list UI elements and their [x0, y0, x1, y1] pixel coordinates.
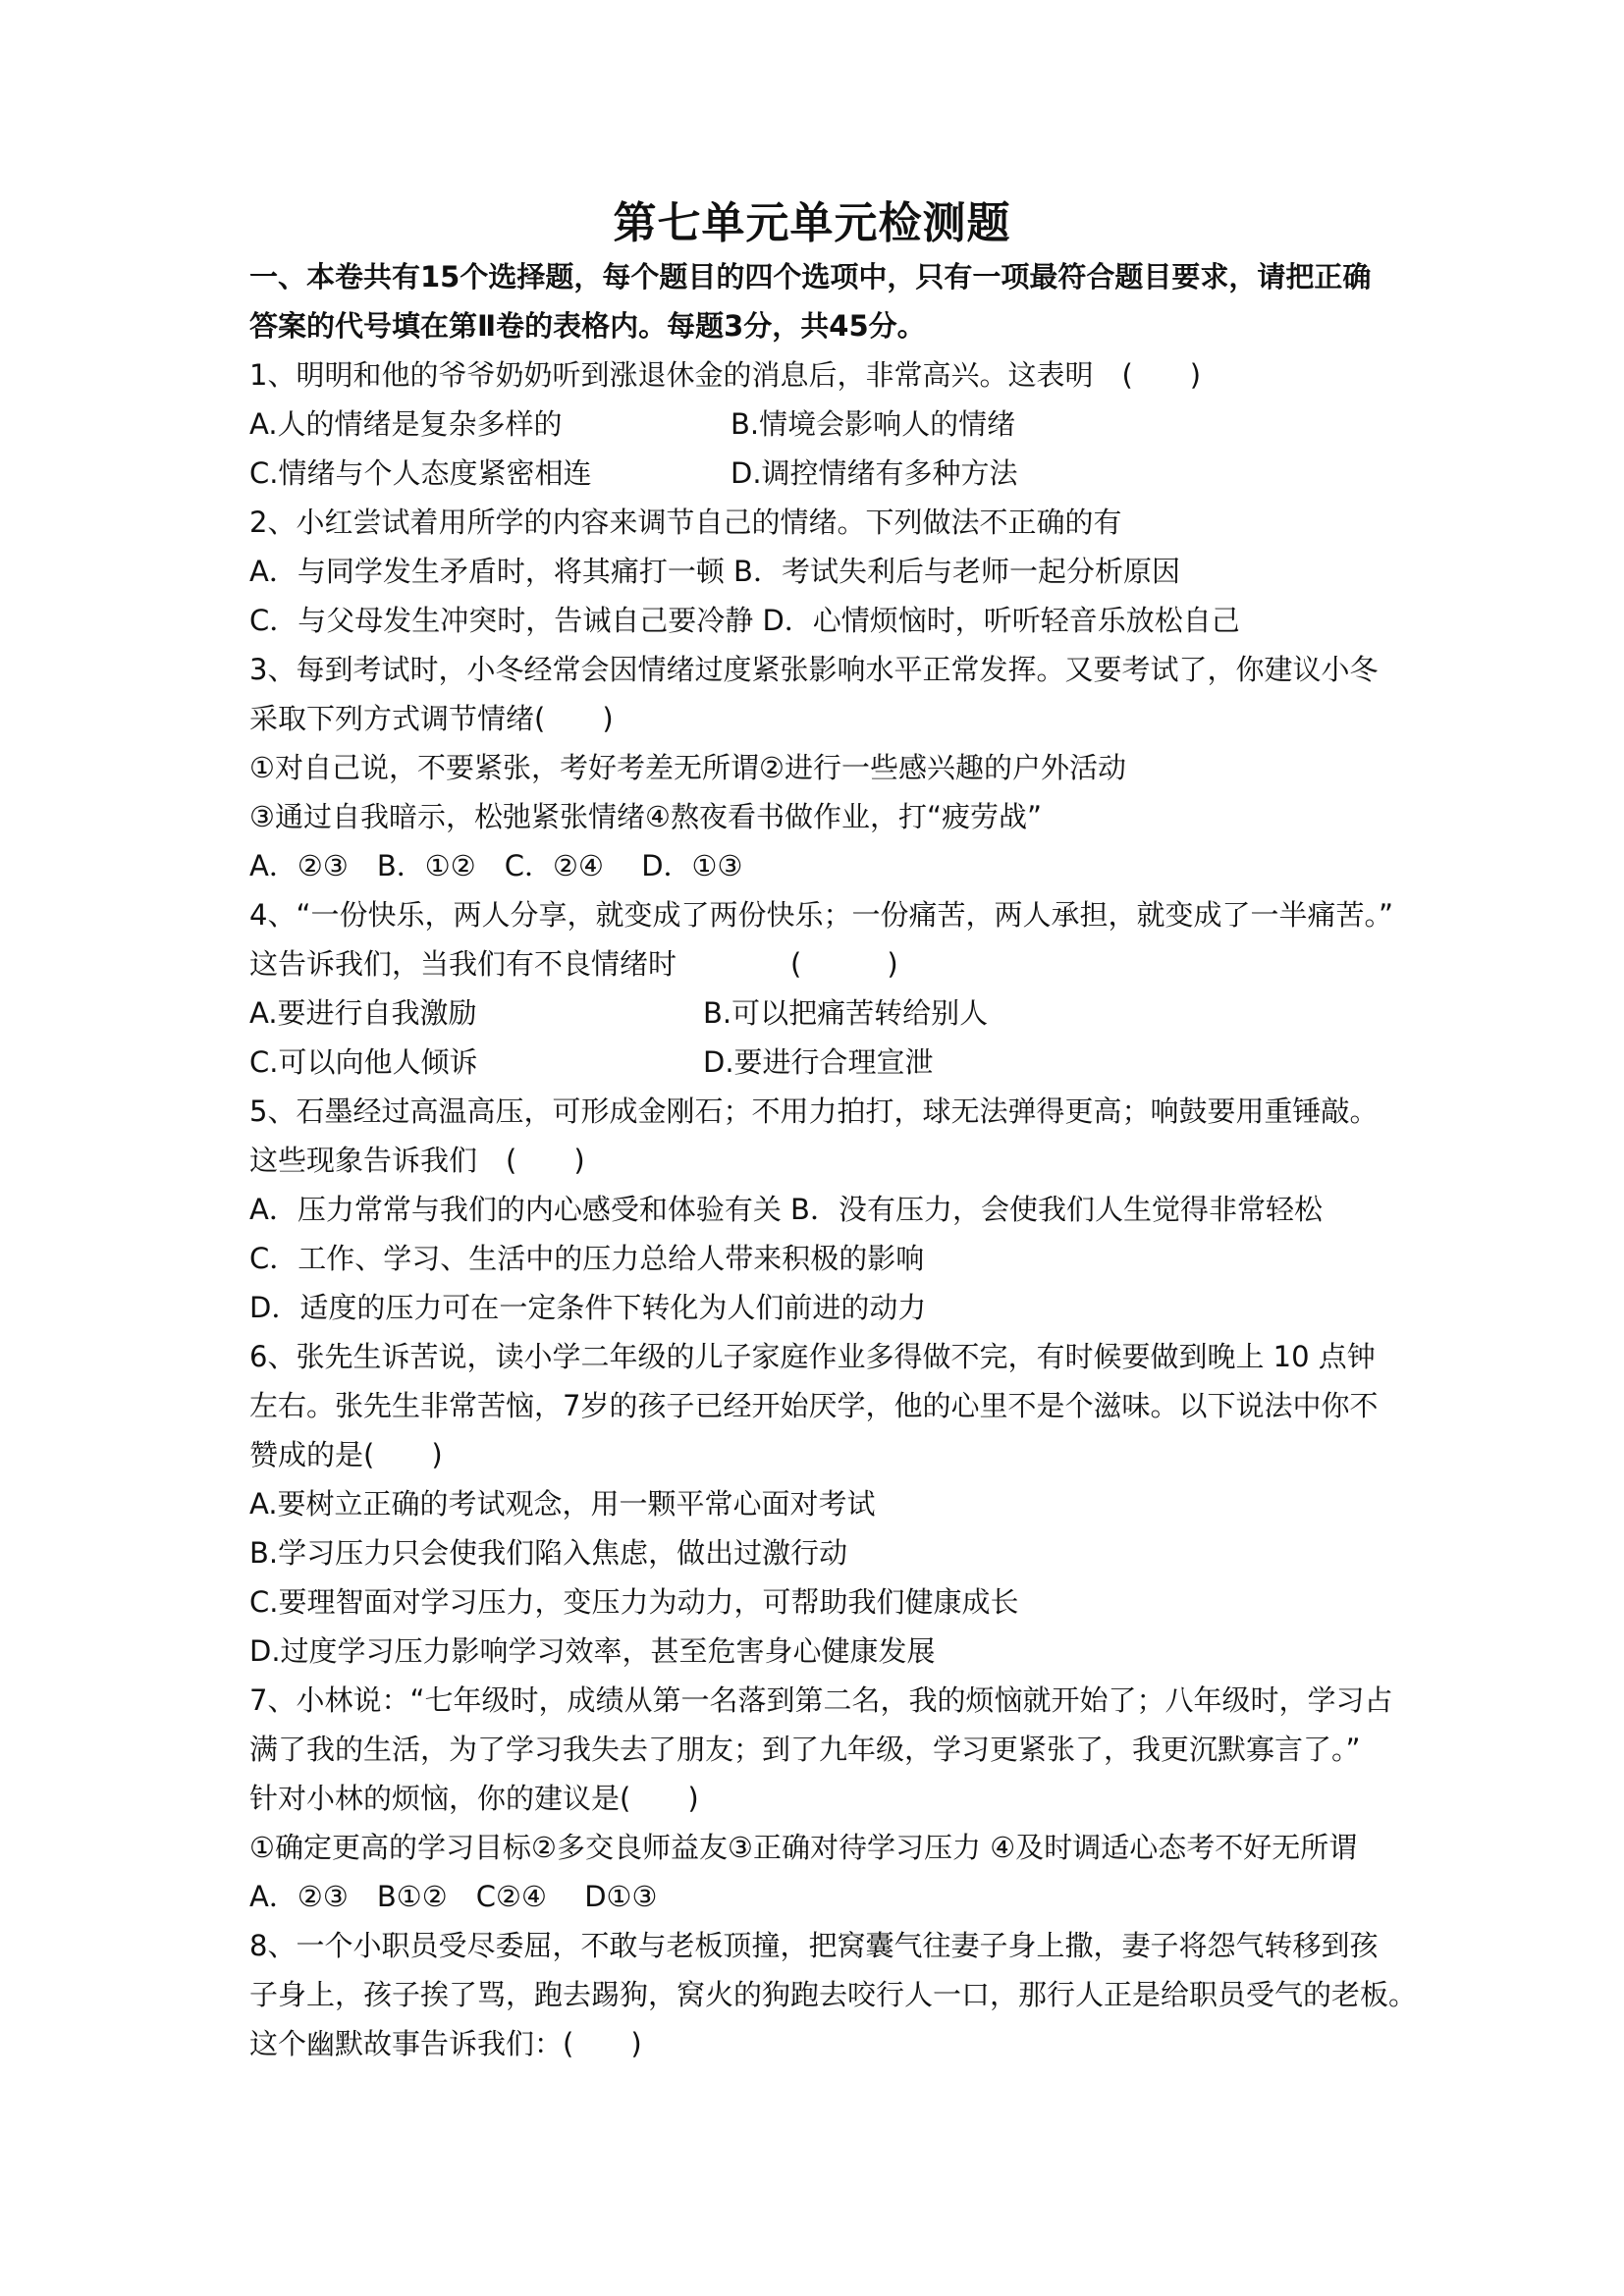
question-7-option-line-1: ①确定更高的学习目标②多交良师益友③正确对待学习压力 ④及时调适心态考不好无所谓	[249, 1831, 1358, 1864]
question-2-stem: 2、小红尝试着用所学的内容来调节自己的情绪。下列做法不正确的有	[249, 506, 1122, 539]
question-4-options-row-2	[249, 1042, 1388, 1082]
question-3-option-line-2: ③通过自我暗示，松弛紧张情绪④熬夜看书做作业，打“疲劳战”	[249, 800, 1043, 833]
question-7-option-line-2: A．②③ B①② C②④ D①③	[249, 1880, 658, 1913]
option-c: C.情绪与个人态度紧密相连	[249, 456, 592, 490]
question-6-stem-line-1: 6、张先生诉苦说，读小学二年级的儿子家庭作业多得做不完，有时候要做到晚上 10 点钟	[249, 1340, 1376, 1373]
question-1-stem: 1、明明和他的爷爷奶奶听到涨退休金的消息后，非常高兴。这表明 ( )	[249, 358, 1202, 392]
question-3-stem-line-2: 采取下列方式调节情绪( )	[249, 702, 614, 735]
instruction-line-2: 答案的代号填在第Ⅱ卷的表格内。每题3分，共45分。	[249, 309, 926, 343]
option-b: B.可以把痛苦转给别人	[703, 996, 989, 1030]
question-6-option-line-2: B.学习压力只会使我们陷入焦虑，做出过激行动	[249, 1536, 848, 1570]
question-3-option-line-1: ①对自己说，不要紧张，考好考差无所谓②进行一些感兴趣的户外活动	[249, 751, 1126, 784]
question-7-stem-line-2: 满了我的生活，为了学习我失去了朋友；到了九年级，学习更紧张了，我更沉默寡言了。”	[249, 1733, 1361, 1766]
instruction-line-1: 一、本卷共有15个选择题，每个题目的四个选项中，只有一项最符合题目要求，请把正确	[249, 260, 1372, 294]
question-5-option-line-2: C．工作、学习、生活中的压力总给人带来积极的影响	[249, 1242, 925, 1275]
question-4-stem-line-1: 4、“一份快乐，两人分享，就变成了两份快乐；一份痛苦，两人承担，就变成了一半痛苦。”	[249, 898, 1394, 932]
question-6-option-line-1: A.要树立正确的考试观念，用一颗平常心面对考试	[249, 1487, 876, 1521]
option-a: A.人的情绪是复杂多样的	[249, 407, 563, 441]
option-b: B.情境会影响人的情绪	[731, 407, 1016, 441]
option-a: A.要进行自我激励	[249, 996, 477, 1030]
question-8-stem-line-1: 8、一个小职员受尽委屈，不敢与老板顶撞，把窝囊气往妻子身上撒，妻子将怨气转移到孩	[249, 1929, 1379, 1962]
question-2-option-line-2: C．与父母发生冲突时，告诫自己要冷静 D．心情烦恼时，听听轻音乐放松自己	[249, 604, 1240, 637]
question-5-stem-line-2: 这些现象告诉我们 ( )	[249, 1144, 585, 1177]
option-c: C.可以向他人倾诉	[249, 1045, 478, 1079]
question-7-stem-line-3: 针对小林的烦恼，你的建议是( )	[249, 1782, 699, 1815]
question-1-options-row-2	[249, 454, 1388, 493]
question-3-option-line-3: A．②③ B．①② C．②④ D．①③	[249, 849, 743, 882]
option-d: D.调控情绪有多种方法	[731, 456, 1018, 490]
option-d: D.要进行合理宣泄	[703, 1045, 934, 1079]
question-8-stem-line-3: 这个幽默故事告诉我们：( )	[249, 2027, 642, 2060]
page-title: 第七单元单元检测题	[613, 198, 1011, 248]
question-1-options-row-1	[249, 404, 1388, 444]
question-3-stem-line-1: 3、每到考试时，小冬经常会因情绪过度紧张影响水平正常发挥。又要考试了，你建议小冬	[249, 653, 1379, 686]
question-6-option-line-3: C.要理智面对学习压力，变压力为动力，可帮助我们健康成长	[249, 1585, 1019, 1619]
question-7-stem-line-1: 7、小林说：“七年级时，成绩从第一名落到第二名，我的烦恼就开始了；八年级时，学习占	[249, 1683, 1393, 1717]
question-8-stem-line-2: 子身上，孩子挨了骂，跑去踢狗，窝火的狗跑去咬行人一口，那行人正是给职员受气的老板。	[249, 1978, 1418, 2011]
question-6-stem-line-3: 赞成的是( )	[249, 1438, 443, 1471]
question-5-option-line-3: D．适度的压力可在一定条件下转化为人们前进的动力	[249, 1291, 927, 1324]
question-4-options-row-1	[249, 993, 1388, 1033]
question-5-option-line-1: A．压力常常与我们的内心感受和体验有关 B．没有压力，会使我们人生觉得非常轻松	[249, 1193, 1323, 1226]
question-6-option-line-4: D.过度学习压力影响学习效率，甚至危害身心健康发展	[249, 1634, 936, 1668]
question-6-stem-line-2: 左右。张先生非常苦恼，7岁的孩子已经开始厌学，他的心里不是个滋味。以下说法中你不	[249, 1389, 1379, 1422]
question-4-stem-line-2: 这告诉我们，当我们有不良情绪时 ( )	[249, 947, 898, 981]
question-5-stem-line-1: 5、石墨经过高温高压，可形成金刚石；不用力拍打，球无法弹得更高；响鼓要用重锤敲。	[249, 1095, 1379, 1128]
question-2-option-line-1: A．与同学发生矛盾时，将其痛打一顿 B．考试失利后与老师一起分析原因	[249, 555, 1180, 588]
